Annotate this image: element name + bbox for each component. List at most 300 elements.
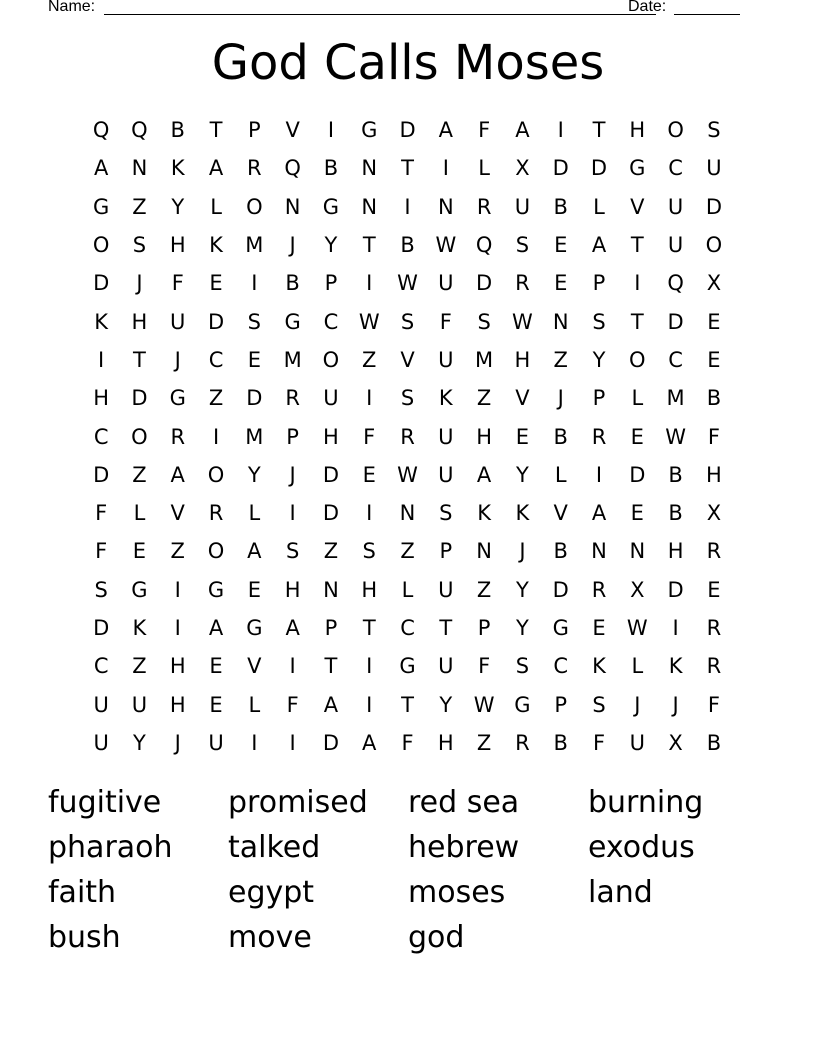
- grid-letter: F: [707, 424, 720, 449]
- word-bank-item: red sea: [408, 785, 520, 820]
- grid-letter: O: [131, 424, 148, 449]
- grid-letter: D: [207, 309, 225, 334]
- grid-letter: S: [400, 386, 415, 411]
- grid-letter: K: [515, 501, 530, 526]
- grid-letter: I: [366, 501, 373, 526]
- grid-letter: E: [630, 501, 644, 526]
- grid-row: [82, 647, 734, 685]
- grid-letter: D: [246, 386, 263, 411]
- grid-letter: H: [629, 118, 646, 143]
- grid-letter: U: [438, 424, 454, 449]
- grid-letter: Z: [476, 386, 492, 411]
- grid-letter: F: [95, 501, 108, 526]
- grid-letter: O: [629, 347, 646, 372]
- grid-row: [82, 609, 734, 647]
- grid-letter: F: [363, 424, 376, 449]
- grid-row: [82, 379, 734, 417]
- grid-letter: N: [591, 539, 607, 564]
- grid-letter: K: [592, 654, 606, 679]
- grid-letter: K: [668, 654, 683, 679]
- grid-letter: I: [174, 577, 181, 602]
- grid-letter: A: [247, 539, 262, 564]
- grid-letter: E: [707, 577, 721, 602]
- grid-letter: A: [476, 462, 492, 487]
- word-bank-item: pharaoh: [48, 830, 173, 865]
- grid-letter: I: [404, 194, 411, 219]
- grid-letter: K: [170, 156, 185, 181]
- grid-letter: M: [283, 347, 302, 372]
- grid-letter: B: [285, 271, 300, 296]
- grid-letter: G: [169, 386, 186, 411]
- grid-row: [82, 302, 734, 340]
- grid-letter: E: [554, 233, 568, 258]
- grid-letter: T: [630, 309, 644, 334]
- grid-letter: Q: [284, 156, 301, 181]
- grid-letter: N: [361, 194, 378, 219]
- word-bank-item: move: [228, 920, 312, 955]
- grid-letter: H: [361, 577, 378, 602]
- grid-letter: A: [285, 616, 300, 640]
- grid-letter: P: [592, 386, 606, 411]
- grid-letter: S: [515, 233, 530, 258]
- grid-letter: G: [399, 654, 416, 679]
- grid-letter: N: [284, 194, 301, 219]
- grid-letter: F: [401, 730, 414, 755]
- page-title: God Calls Moses: [211, 35, 605, 91]
- grid-letter: H: [514, 347, 531, 372]
- worksheet-header: [48, 0, 748, 18]
- grid-letter: I: [366, 386, 373, 411]
- grid-letter: J: [672, 692, 679, 717]
- grid-row: [82, 685, 734, 723]
- grid-letter: W: [435, 233, 457, 258]
- grid-letter: I: [212, 424, 220, 449]
- grid-letter: A: [515, 118, 530, 143]
- grid-letter: C: [93, 424, 109, 449]
- grid-letter: S: [707, 118, 721, 143]
- word-bank: [48, 780, 768, 960]
- grid-letter: H: [437, 730, 454, 755]
- grid-letter: W: [397, 271, 418, 296]
- grid-letter: V: [285, 118, 300, 143]
- grid-letter: D: [399, 118, 416, 143]
- grid-letter: E: [707, 347, 721, 372]
- grid-letter: N: [131, 156, 148, 181]
- grid-letter: K: [477, 501, 491, 526]
- grid-letter: D: [322, 501, 340, 526]
- grid-letter: X: [706, 271, 722, 296]
- grid-letter: D: [93, 616, 110, 640]
- grid-letter: U: [323, 386, 339, 411]
- grid-letter: B: [553, 539, 568, 564]
- grid-letter: C: [668, 156, 683, 181]
- grid-letter: Z: [208, 386, 224, 411]
- grid-letter: L: [401, 577, 414, 602]
- grid-letter: I: [366, 692, 373, 717]
- date-blank-line: [674, 14, 740, 15]
- grid-letter: Z: [132, 462, 147, 487]
- grid-letter: V: [170, 501, 185, 526]
- grid-letter: R: [706, 539, 722, 564]
- grid-letter: P: [324, 271, 338, 296]
- date-label: Date:: [628, 0, 667, 15]
- grid-letter: E: [630, 424, 644, 449]
- grid-letter: S: [362, 539, 376, 564]
- word-bank-item: god: [408, 920, 465, 955]
- grid-letter: U: [438, 271, 454, 296]
- grid-letter: H: [169, 654, 186, 679]
- grid-letter: R: [400, 424, 415, 449]
- grid-letter: D: [93, 271, 110, 296]
- grid-letter: B: [668, 501, 683, 526]
- grid-letter: F: [707, 692, 720, 717]
- grid-letter: X: [630, 577, 645, 602]
- grid-letter: G: [93, 194, 110, 219]
- grid-letter: H: [131, 309, 148, 334]
- grid-letter: E: [132, 539, 147, 564]
- grid-letter: X: [668, 730, 683, 755]
- grid-letter: L: [478, 156, 490, 181]
- grid-letter: G: [629, 156, 646, 181]
- grid-letter: I: [289, 730, 296, 755]
- grid-letter: X: [515, 156, 530, 181]
- grid-letter: I: [98, 347, 105, 372]
- grid-letter: U: [629, 730, 645, 755]
- grid-letter: Z: [476, 730, 492, 755]
- grid-letter: N: [361, 156, 378, 181]
- grid-letter: E: [247, 347, 261, 372]
- grid-letter: D: [552, 156, 569, 181]
- grid-letter: Z: [400, 539, 415, 564]
- grid-letter: G: [207, 577, 225, 602]
- grid-letter: S: [515, 654, 530, 679]
- grid-row: [82, 456, 734, 494]
- grid-letter: R: [208, 501, 224, 526]
- grid-letter: A: [591, 233, 607, 258]
- word-search-grid: [82, 111, 734, 762]
- word-bank-item: exodus: [588, 830, 695, 865]
- grid-letter: C: [668, 347, 683, 372]
- grid-letter: H: [169, 692, 186, 717]
- grid-letter: K: [94, 309, 109, 334]
- grid-letter: M: [245, 233, 264, 258]
- grid-letter: R: [591, 424, 607, 449]
- grid-letter: S: [285, 539, 300, 564]
- grid-letter: A: [93, 156, 109, 181]
- grid-row: [82, 111, 734, 149]
- grid-letter: Q: [475, 233, 493, 258]
- grid-letter: A: [438, 118, 453, 143]
- grid-letter: P: [286, 424, 299, 449]
- grid-letter: F: [478, 118, 491, 143]
- grid-letter: G: [552, 616, 569, 640]
- grid-letter: T: [362, 616, 376, 640]
- grid-letter: I: [251, 271, 258, 296]
- grid-row: [82, 532, 734, 570]
- grid-letter: L: [210, 194, 222, 219]
- word-bank-item: moses: [408, 875, 506, 910]
- grid-letter: I: [289, 654, 296, 679]
- grid-letter: T: [401, 156, 414, 181]
- grid-letter: Y: [133, 730, 146, 755]
- grid-letter: U: [514, 194, 531, 219]
- grid-letter: B: [400, 233, 415, 258]
- grid-letter: H: [169, 233, 186, 258]
- grid-letter: L: [554, 462, 567, 487]
- grid-letter: U: [438, 654, 454, 679]
- grid-letter: D: [322, 462, 340, 487]
- grid-letter: S: [247, 309, 261, 334]
- grid-letter: R: [285, 386, 300, 411]
- grid-letter: Y: [516, 462, 529, 487]
- grid-letter: R: [706, 654, 722, 679]
- grid-letter: R: [706, 616, 722, 640]
- grid-row: [82, 724, 734, 762]
- grid-letter: N: [629, 539, 646, 564]
- grid-letter: N: [552, 309, 569, 334]
- grid-letter: W: [358, 309, 380, 334]
- grid-letter: T: [401, 692, 414, 717]
- grid-letter: F: [478, 654, 491, 679]
- grid-letter: U: [438, 577, 454, 602]
- grid-letter: W: [626, 616, 648, 640]
- name-label: Name:: [48, 0, 96, 15]
- grid-letter: W: [397, 462, 418, 487]
- grid-letter: U: [438, 347, 454, 372]
- grid-row: [82, 188, 734, 226]
- grid-letter: G: [514, 692, 531, 717]
- grid-letter: J: [289, 462, 296, 487]
- grid-letter: Q: [92, 118, 110, 143]
- grid-letter: I: [366, 271, 373, 296]
- grid-letter: Y: [516, 577, 529, 602]
- grid-letter: L: [248, 692, 261, 717]
- word-bank-item: promised: [228, 785, 368, 820]
- grid-letter: B: [323, 156, 339, 181]
- word-bank-item: fugitive: [48, 785, 162, 820]
- grid-letter: J: [136, 271, 143, 296]
- grid-letter: D: [667, 577, 684, 602]
- grid-letter: F: [439, 309, 452, 334]
- grid-letter: J: [174, 730, 181, 755]
- grid-row: [82, 494, 734, 532]
- grid-letter: Z: [132, 654, 147, 679]
- grid-letter: Y: [247, 462, 261, 487]
- grid-letter: S: [132, 233, 147, 258]
- grid-letter: O: [246, 194, 263, 219]
- grid-letter: B: [668, 462, 683, 487]
- grid-letter: Z: [323, 539, 339, 564]
- grid-letter: H: [667, 539, 684, 564]
- grid-letter: I: [289, 501, 296, 526]
- grid-letter: N: [476, 539, 492, 564]
- grid-letter: B: [706, 386, 722, 411]
- grid-letter: V: [247, 654, 262, 679]
- grid-letter: C: [553, 654, 569, 679]
- grid-letter: P: [324, 616, 338, 640]
- grid-letter: H: [706, 462, 722, 487]
- grid-letter: Z: [362, 347, 377, 372]
- grid-letter: L: [631, 386, 644, 411]
- grid-letter: M: [475, 347, 494, 372]
- grid-letter: E: [209, 692, 223, 717]
- word-bank-item: burning: [588, 785, 704, 820]
- grid-letter: Q: [667, 271, 684, 296]
- grid-letter: T: [362, 233, 376, 258]
- grid-letter: I: [174, 616, 181, 640]
- grid-letter: R: [247, 156, 262, 181]
- grid-letter: L: [593, 194, 605, 219]
- grid-letter: Z: [170, 539, 185, 564]
- grid-letter: L: [248, 501, 261, 526]
- grid-letter: Z: [132, 194, 147, 219]
- grid-letter: A: [208, 156, 224, 181]
- grid-letter: U: [438, 462, 454, 487]
- grid-letter: J: [634, 692, 641, 717]
- word-bank-item: talked: [228, 830, 321, 865]
- grid-letter: O: [322, 347, 340, 372]
- grid-letter: O: [667, 118, 684, 143]
- grid-letter: U: [667, 194, 684, 219]
- grid-letter: B: [553, 730, 568, 755]
- grid-letter: O: [207, 539, 225, 564]
- grid-letter: U: [131, 692, 148, 717]
- grid-letter: P: [439, 539, 453, 564]
- grid-letter: A: [323, 692, 339, 717]
- grid-letter: D: [629, 462, 646, 487]
- grid-letter: I: [672, 616, 679, 640]
- grid-letter: G: [361, 118, 378, 143]
- grid-letter: Q: [131, 118, 148, 143]
- grid-letter: C: [93, 654, 109, 679]
- grid-letter: B: [553, 194, 568, 219]
- grid-letter: Y: [171, 194, 185, 219]
- grid-letter: D: [322, 730, 340, 755]
- grid-letter: L: [133, 501, 146, 526]
- grid-letter: F: [95, 539, 108, 564]
- grid-row: [82, 571, 734, 609]
- grid-letter: H: [323, 424, 339, 449]
- grid-letter: F: [286, 692, 299, 717]
- grid-row: [82, 341, 734, 379]
- grid-letter: U: [208, 730, 224, 755]
- grid-letter: D: [590, 156, 608, 181]
- grid-letter: K: [438, 386, 453, 411]
- grid-letter: J: [174, 347, 181, 372]
- grid-letter: Y: [439, 692, 453, 717]
- grid-letter: E: [247, 577, 261, 602]
- grid-letter: Z: [553, 347, 568, 372]
- grid-letter: S: [94, 577, 108, 602]
- grid-letter: R: [170, 424, 186, 449]
- grid-letter: R: [515, 730, 530, 755]
- word-bank-item: hebrew: [408, 830, 520, 865]
- grid-letter: F: [592, 730, 606, 755]
- grid-letter: G: [284, 309, 301, 334]
- word-bank-item: faith: [48, 875, 117, 910]
- grid-letter: R: [515, 271, 530, 296]
- grid-letter: A: [208, 616, 224, 640]
- grid-letter: K: [132, 616, 147, 640]
- grid-letter: H: [476, 424, 493, 449]
- grid-letter: J: [289, 233, 296, 258]
- grid-letter: I: [366, 654, 373, 679]
- grid-letter: Y: [592, 347, 606, 372]
- grid-letter: N: [323, 577, 339, 602]
- word-bank-item: egypt: [228, 875, 315, 910]
- grid-letter: N: [437, 194, 454, 219]
- grid-letter: E: [707, 309, 721, 334]
- grid-letter: E: [209, 271, 223, 296]
- grid-letter: D: [552, 577, 569, 602]
- grid-letter: I: [634, 271, 641, 296]
- grid-letter: A: [170, 462, 185, 487]
- grid-letter: W: [665, 424, 686, 449]
- grid-letter: C: [208, 347, 224, 372]
- grid-letter: I: [557, 118, 564, 143]
- word-bank-item: land: [588, 875, 653, 910]
- grid-letter: U: [170, 309, 186, 334]
- grid-letter: E: [592, 616, 606, 640]
- grid-letter: J: [557, 386, 564, 411]
- grid-letter: Y: [516, 616, 529, 640]
- grid-letter: O: [705, 233, 723, 258]
- grid-letter: Z: [476, 577, 492, 602]
- grid-letter: H: [93, 386, 110, 411]
- grid-letter: S: [592, 692, 606, 717]
- grid-letter: O: [207, 462, 225, 487]
- grid-letter: S: [400, 309, 415, 334]
- grid-letter: R: [476, 194, 492, 219]
- grid-letter: C: [400, 616, 415, 640]
- grid-letter: D: [667, 309, 684, 334]
- grid-row: [82, 417, 734, 455]
- grid-letter: V: [515, 386, 530, 411]
- grid-letter: A: [591, 501, 607, 526]
- grid-letter: V: [553, 501, 568, 526]
- grid-letter: U: [667, 233, 684, 258]
- grid-letter: F: [171, 271, 184, 296]
- grid-letter: Y: [324, 233, 338, 258]
- grid-letter: G: [322, 194, 340, 219]
- grid-letter: A: [362, 730, 377, 755]
- grid-row: [82, 264, 734, 302]
- grid-letter: W: [473, 692, 495, 717]
- grid-letter: S: [439, 501, 453, 526]
- grid-letter: T: [439, 616, 453, 640]
- grid-letter: U: [706, 156, 722, 181]
- grid-letter: L: [631, 654, 644, 679]
- grid-letter: V: [400, 347, 415, 372]
- grid-letter: U: [93, 730, 109, 755]
- grid-letter: S: [477, 309, 491, 334]
- grid-letter: H: [284, 577, 301, 602]
- grid-letter: G: [246, 616, 263, 640]
- grid-row: [82, 226, 734, 264]
- grid-letter: T: [592, 118, 606, 143]
- grid-letter: X: [706, 501, 722, 526]
- grid-letter: R: [591, 577, 607, 602]
- grid-letter: M: [245, 424, 264, 449]
- grid-letter: N: [399, 501, 416, 526]
- grid-letter: D: [93, 462, 110, 487]
- grid-letter: P: [248, 118, 261, 143]
- grid-row: [82, 149, 734, 187]
- grid-letter: P: [592, 271, 606, 296]
- grid-letter: C: [323, 309, 339, 334]
- grid-letter: P: [554, 692, 568, 717]
- grid-letter: D: [476, 271, 493, 296]
